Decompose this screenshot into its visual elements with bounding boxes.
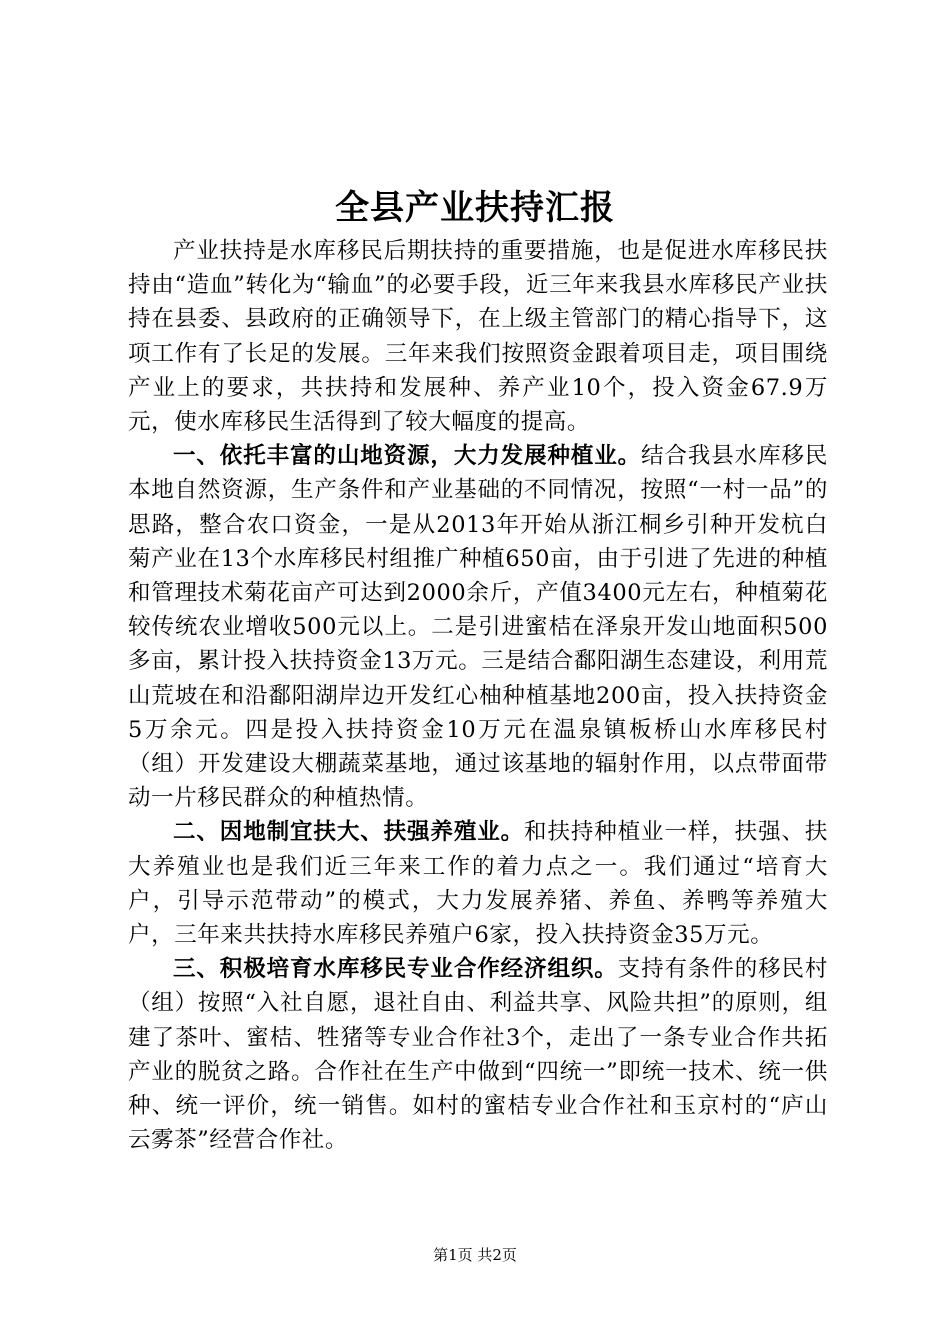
section-paragraph-3 [128, 952, 828, 1157]
document-title: 全县产业扶持汇报 [335, 188, 615, 228]
section-heading-2: 二、因地制宜扶大、扶强养殖业。 [173, 819, 525, 846]
section-text-1: 结合我县水库移民本地自然资源，生产条件和产业基础的不同情况，按照“一村一品”的思路，整合农口资金，一是从2013年开始从浙江桐乡引种开发杭白菊产业在13个水库移民村组推广种植650亩，由于引进了先进的种植和管理技术菊花亩产可达到2000余斤，产值3400元左右，种植菊花较传统农业增收500元以上。二是引进蜜桔在泽泉开发山地面积500多亩，累计投入扶持资金13万元。三是结合鄱阳湖生态建设，利用荒山荒坡在和沿鄱阳湖岸边开发红心柚种植基地200亩，投入扶持资金5万余元。四是投入扶持资金10万元在温泉镇板桥山水库移民村（组）开发建设大棚蔬菜基地，通过该基地的辐射作用，以点带面带动一片移民群众的种植热情。 [128, 443, 828, 812]
section-heading-1: 一、依托丰富的山地资源，大力发展种植业。 [173, 443, 642, 470]
section-paragraph-1 [128, 439, 828, 815]
section-paragraph-2 [128, 815, 828, 952]
document-body [128, 234, 828, 1157]
section-text-3: 支持有条件的移民村（组）按照“入社自愿，退社自由、利益共享、风险共担”的原则，组建了茶叶、蜜桔、牲猪等专业合作社3个，走出了一条专业合作共拓产业的脱贫之路。合作社在生产中做到“四统一”即统一技术、统一供种、统一评价，统一销售。如村的蜜桔专业合作社和玉京村的“庐山云雾茶”经营合作社。 [128, 956, 828, 1154]
intro-paragraph: 产业扶持是水库移民后期扶持的重要措施，也是促进水库移民扶持由“造血”转化为“输血”的必要手段，近三年来我县水库移民产业扶持在县委、县政府的正确领导下，在上级主管部门的精心指导下，这项工作有了长足的发展。三年来我们按照资金跟着项目走，项目围绕产业上的要求，共扶持和发展种、养产业10个，投入资金67.9万元，使水库移民生活得到了较大幅度的提高。 [128, 238, 828, 436]
section-text-2: 和扶持种植业一样，扶强、扶大养殖业也是我们近三年来工作的着力点之一。我们通过“培育大户，引导示范带动”的模式，大力发展养猪、养鱼、养鸭等养殖大户，三年来共扶持水库移民养殖户6家，投入扶持资金35万元。 [128, 819, 828, 949]
section-heading-3: 三、积极培育水库移民专业合作经济组织。 [173, 956, 618, 983]
page-footer: 第1页 共2页 [433, 1246, 517, 1264]
